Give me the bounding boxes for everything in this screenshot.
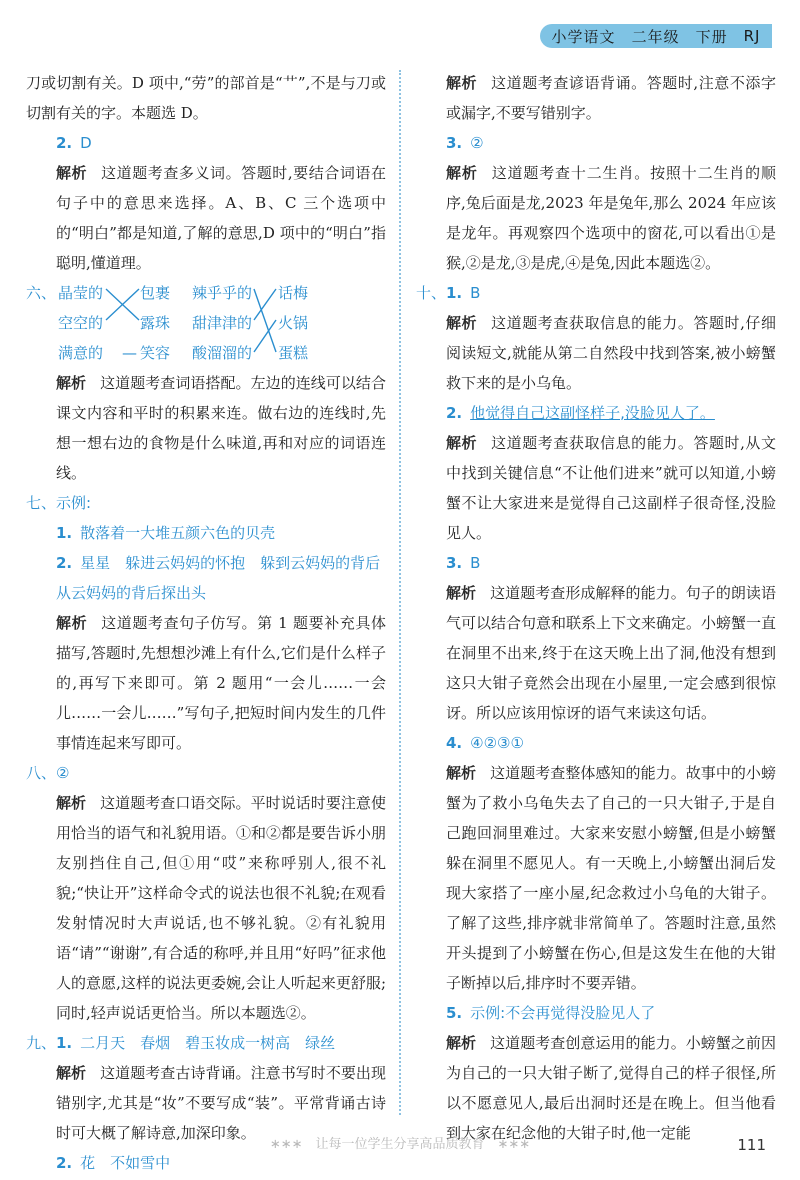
answer-value: 二月天 春烟 碧玉妆成一树高 绿丝	[80, 1034, 336, 1052]
analysis-text: 这道题考查创意运用的能力。小螃蟹之前因为自己的一只大钳子断了,觉得自己的样子很怪,所以不愿意见人,最后出洞时还是在晚上。但当他看到大家在纪念他的大钳子时,他一定能	[446, 1034, 776, 1142]
analysis-text: 这道题考查十二生肖。按照十二生肖的顺序,兔后面是龙,2023 年是兔年,那么 2024 年应该是龙年。再观察四个选项中的窗花,可以看出①是猴,②是龙,③是虎,④是兔,因此本题选②。	[446, 164, 776, 272]
analysis-label: 解析	[56, 614, 88, 632]
answer-10-5	[416, 998, 776, 1028]
analysis-10-5	[416, 1028, 776, 1148]
continued-text: 刀或切割有关。D 项中,“劳”的部首是“艹”,不是与刀或切割有关的字。本题选 D。	[26, 74, 386, 122]
answer-9-2	[26, 1148, 386, 1178]
section-number: 六、	[26, 284, 57, 302]
match-word: 包裹	[140, 284, 171, 302]
answer-value: ②	[56, 764, 70, 782]
match-word: 满意的	[58, 344, 104, 362]
match-word: 火锅	[278, 314, 309, 332]
match-line	[254, 289, 276, 352]
left-column	[26, 68, 396, 1178]
analysis-text: 这道题考查整体感知的能力。故事中的小螃蟹为了救小乌龟失去了自己的一只大钳子,于是自己跑回洞里难过。大家来安慰小螃蟹,但是小螃蟹躲在洞里不愿见人。有一天晚上,小螃蟹出洞后发现大家搭了一座小屋,纪念救过小乌龟的大钳子。了解了这些,排序就非常简单了。答题时注意,虽然开头提到了小螃蟹在伤心,但是这发生在他的大钳子断掉以后,排序时不要弄错。	[446, 764, 776, 992]
answer-value: D	[80, 134, 92, 152]
column-divider	[399, 70, 401, 1115]
analysis-label: 解析	[56, 794, 87, 812]
match-word: 辣乎乎的	[192, 284, 253, 302]
analysis-label: 解析	[446, 1034, 477, 1052]
section-title: 示例:	[56, 494, 92, 512]
analysis-10-2	[416, 428, 776, 548]
answer-10-2	[416, 398, 776, 428]
analysis-r1	[416, 68, 776, 128]
analysis-text: 这道题考查词语搭配。左边的连线可以结合课文内容和平时的积累来连。做右边的连线时,先想一想右边的食物是什么味道,再和对应的词语连线。	[56, 374, 386, 482]
section-number: 十、	[416, 284, 447, 302]
section-10-1	[416, 278, 776, 308]
analysis-label: 解析	[446, 434, 478, 452]
section-number: 七、	[26, 494, 57, 512]
analysis-label: 解析	[56, 374, 87, 392]
answer-value: 他觉得自己这副怪样子,没脸见人了。	[470, 404, 715, 422]
answer-value: 散落着一大堆五颜六色的贝壳	[80, 524, 276, 542]
answer-number: 1.	[446, 284, 463, 302]
header-subject: 小学语文	[551, 27, 616, 46]
section-number: 八、	[26, 764, 57, 782]
match-word: 话梅	[278, 284, 309, 302]
header-edition: RJ	[743, 27, 761, 45]
answer-number: 1.	[56, 1034, 73, 1052]
analysis-text: 这道题考查多义词。答题时,要结合词语在句子中的意思来选择。A、B、C 三个选项中的“明白”都是知道,了解的意思,D 项中的“明白”指聪明,懂道理。	[56, 164, 386, 272]
match-word: 甜津津的	[192, 314, 253, 332]
analysis-label: 解析	[446, 764, 477, 782]
answer-number: 5.	[446, 1004, 463, 1022]
answer-7-2	[26, 548, 396, 608]
section-8	[26, 758, 386, 788]
analysis-text: 这道题考查古诗背诵。注意书写时不要出现错别字,尤其是“妆”不要写成“装”。平常背诵古诗时可大概了解诗意,加深印象。	[56, 1064, 386, 1142]
analysis-text: 这道题考查句子仿写。第 1 题要补充具体描写,答题时,先想想沙滩上有什么,它们是什么样子的,再写下来即可。第 2 题用“一会儿……一会儿……一会儿……”写句子,把短时间内发生的几件事情连起来写即可。	[56, 614, 386, 752]
answer-number: 2.	[56, 554, 73, 572]
answer-10-4	[416, 728, 776, 758]
match-word: 酸溜溜的	[192, 344, 253, 362]
answer-2	[26, 128, 386, 158]
answer-value: 花 不如雪中	[80, 1154, 171, 1172]
answer-number: 3.	[446, 554, 463, 572]
analysis-r3	[416, 158, 776, 278]
header-grade: 二年级	[631, 27, 680, 46]
page-number: 111	[737, 1136, 766, 1154]
analysis-label: 解析	[446, 314, 478, 332]
match-lines	[26, 278, 386, 368]
answer-7-1	[26, 518, 386, 548]
answer-number: 1.	[56, 524, 73, 542]
match-word: 蛋糕	[278, 344, 309, 362]
match-connector: —	[122, 344, 137, 362]
analysis-text: 这道题考查口语交际。平时说话时要注意使用恰当的语气和礼貌用语。①和②都是要告诉小朋友别挡住自己,但①用“哎”来称呼别人,很不礼貌;“快让开”这样命令式的说法也很不礼貌;在观看发射情况时大声说话,也不够礼貌。②有礼貌用语“请”“谢谢”,有合适的称呼,并且用“好吗”征求他人的意愿,这样的说法更委婉,会让人听起来更舒服;同时,轻声说话更恰当。所以本题选②。	[56, 794, 387, 1022]
answer-number: 3.	[446, 134, 463, 152]
analysis-label: 解析	[446, 164, 478, 182]
analysis-text: 这道题考查形成解释的能力。句子的朗读语气可以结合句意和联系上下文来确定。小螃蟹一直在洞里不出来,终于在这天晚上出了洞,他没有想到这只大钳子竟然会出现在小屋里,一定会感到很惊讶。所以应该用惊讶的语气来读这句话。	[446, 584, 777, 722]
match-word: 晶莹的	[58, 284, 104, 302]
section-number: 九、	[26, 1034, 57, 1052]
header-bar	[540, 24, 772, 48]
footer-slogan: ∗∗∗ 让每一位学生分享高品质教育 ∗∗∗	[269, 1137, 531, 1152]
analysis-label: 解析	[56, 164, 88, 182]
match-word: 空空的	[58, 314, 104, 332]
matching-section	[26, 278, 386, 368]
answer-10-3	[416, 548, 776, 578]
answer-value: 示例:不会再觉得没脸见人了	[470, 1004, 656, 1022]
answer-number: 2.	[56, 1154, 73, 1172]
analysis-text: 这道题考查获取信息的能力。答题时,从文中找到关键信息“不让他们进来”就可以知道,小螃蟹不让大家进来是觉得自己这副样子很奇怪,没脸见人。	[446, 434, 776, 542]
analysis-10-3	[416, 578, 776, 728]
right-column	[416, 68, 776, 1148]
answer-number: 2.	[446, 404, 463, 422]
answer-value: ②	[470, 134, 484, 152]
answer-value: B	[470, 284, 481, 302]
analysis-6	[26, 368, 386, 488]
analysis-text: 这道题考查谚语背诵。答题时,注意不添字或漏字,不要写错别字。	[446, 74, 776, 122]
answer-number: 2.	[56, 134, 73, 152]
answer-number: 4.	[446, 734, 463, 752]
answer-r3	[416, 128, 776, 158]
analysis-label: 解析	[56, 1064, 87, 1082]
section-9	[26, 1028, 386, 1058]
analysis-7	[26, 608, 386, 758]
analysis-8	[26, 788, 386, 1028]
match-word: 笑容	[140, 344, 171, 362]
answer-value: B	[470, 554, 481, 572]
match-word: 露珠	[140, 314, 171, 332]
analysis-label: 解析	[446, 584, 477, 602]
analysis-2	[26, 158, 386, 278]
answer-value: 星星 躲进云妈妈的怀抱 躲到云妈妈的背后 从云妈妈的背后探出头	[56, 554, 396, 602]
analysis-10-1	[416, 308, 776, 398]
analysis-10-4	[416, 758, 776, 998]
match-line	[254, 320, 276, 352]
match-line	[254, 289, 276, 320]
section-7-title	[26, 488, 386, 518]
answer-value: ④②③①	[470, 734, 524, 752]
analysis-label: 解析	[446, 74, 478, 92]
analysis-text: 这道题考查获取信息的能力。答题时,仔细阅读短文,就能从第二自然段中找到答案,被小螃蟹救下来的是小乌龟。	[446, 314, 776, 392]
header-volume: 下册	[695, 27, 728, 46]
